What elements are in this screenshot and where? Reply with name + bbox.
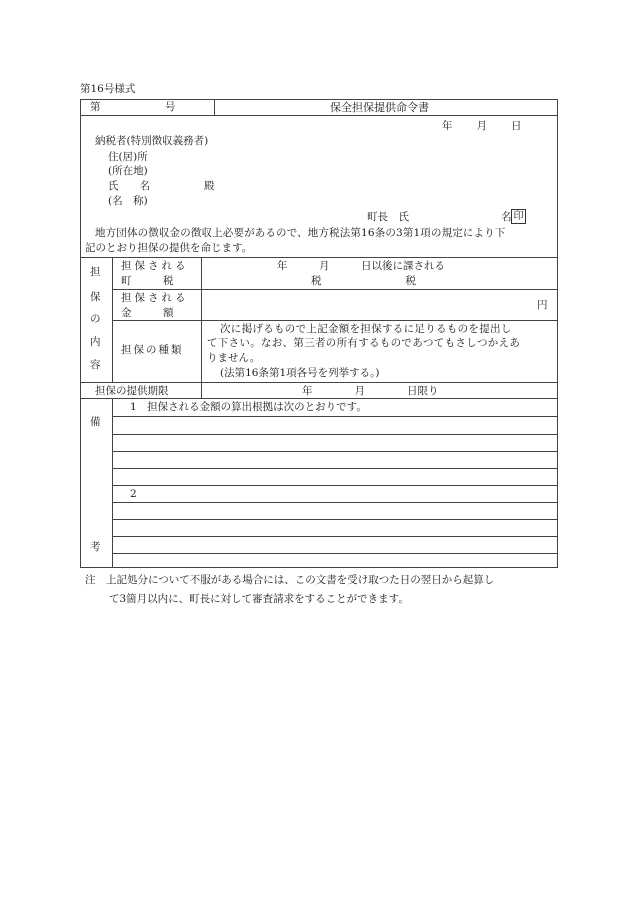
seal-mark: 印 — [511, 209, 526, 224]
remarks-line-3 — [112, 451, 558, 452]
remarks-line-2 — [112, 434, 558, 435]
secured-tax-label-1: 担保される — [121, 260, 189, 272]
deadline-value: 年 月 日限り — [302, 385, 439, 397]
secured-tax-label-2: 町 税 — [121, 275, 174, 287]
body-text-line-2: 記のとおり担保の提供を命じます。 — [85, 242, 253, 254]
secured-amount-label-1: 担保される — [121, 292, 189, 304]
remarks-label-divider — [112, 398, 113, 568]
remarks-label-bottom: 考 — [90, 541, 101, 553]
remarks-line-7 — [112, 519, 558, 520]
document-number-label: 第 号 — [90, 101, 178, 113]
remarks-item-1: 1 担保される金額の算出根拠は次のとおりです。 — [130, 401, 367, 413]
remarks-line-1 — [112, 416, 558, 417]
remarks-line-8 — [112, 536, 558, 537]
deadline-divider — [201, 382, 202, 398]
corp-name-label: (名 称) — [108, 195, 148, 207]
name-label: 氏 名 — [108, 180, 150, 192]
deadline-label: 担保の提供期限 — [95, 385, 169, 397]
security-type-text-3: りません。 — [207, 352, 261, 364]
secured-tax-value-2: 税 税 — [311, 275, 416, 287]
remarks-label-top: 備 — [90, 416, 101, 428]
header-bottom-line — [80, 115, 558, 116]
taxpayer-label: 納税者(特別徴収義務者) — [95, 135, 209, 147]
remarks-line-6 — [112, 502, 558, 503]
deadline-top-line — [80, 382, 558, 383]
content-section-top-line — [80, 257, 558, 258]
row-line-2 — [112, 320, 558, 321]
remarks-line-4 — [112, 468, 558, 469]
form-number: 第16号様式 — [80, 83, 136, 95]
secured-tax-value-1: 年 月 日以後に課される — [277, 260, 445, 272]
header-divider — [214, 99, 215, 115]
issuer-title: 町長 氏 — [367, 211, 409, 223]
content-label-char-3: の — [90, 313, 101, 325]
remarks-top-line — [80, 398, 558, 399]
honorific-dono: 殿 — [204, 180, 215, 192]
security-type-text-4: (法第16条第1項各号を列挙する。) — [220, 367, 380, 379]
location-label: (所在地) — [108, 165, 148, 177]
remarks-line-5 — [112, 485, 558, 486]
content-label-char-5: 容 — [90, 359, 101, 371]
secured-amount-label-2: 金 額 — [121, 307, 174, 319]
content-label-char-1: 担 — [90, 266, 101, 278]
security-type-text-2: て下さい。なお、第三者の所有するものであつてもさしつかえあ — [207, 337, 521, 349]
issuer-name-suffix: 名 — [501, 211, 512, 223]
amount-unit-yen: 円 — [537, 299, 548, 311]
security-type-text-1: 次に掲げるもので上記金額を担保するに足りるものを提出し — [220, 323, 512, 335]
content-label-char-2: 保 — [90, 291, 101, 303]
note-line-1: 注 上記処分について不服がある場合には、この文書を受け取つた日の翌日から起算し — [85, 574, 495, 586]
note-line-2: て3箇月以内に、町長に対して審査請求をすることができます。 — [109, 593, 409, 605]
body-text-line-1: 地方団体の徴収金の徴収上必要があるので、地方税法第16条の3第1項の規定により下 — [95, 227, 506, 239]
security-type-label: 担保の種類 — [121, 344, 184, 356]
content-label-char-4: 内 — [90, 336, 101, 348]
document-title: 保全担保提供命令書 — [330, 101, 429, 114]
issue-date: 年 月 日 — [442, 120, 523, 132]
address-label: 住(居)所 — [108, 151, 148, 163]
remarks-item-2: 2 — [130, 488, 137, 500]
remarks-line-9 — [112, 553, 558, 554]
row-line-1 — [112, 289, 558, 290]
